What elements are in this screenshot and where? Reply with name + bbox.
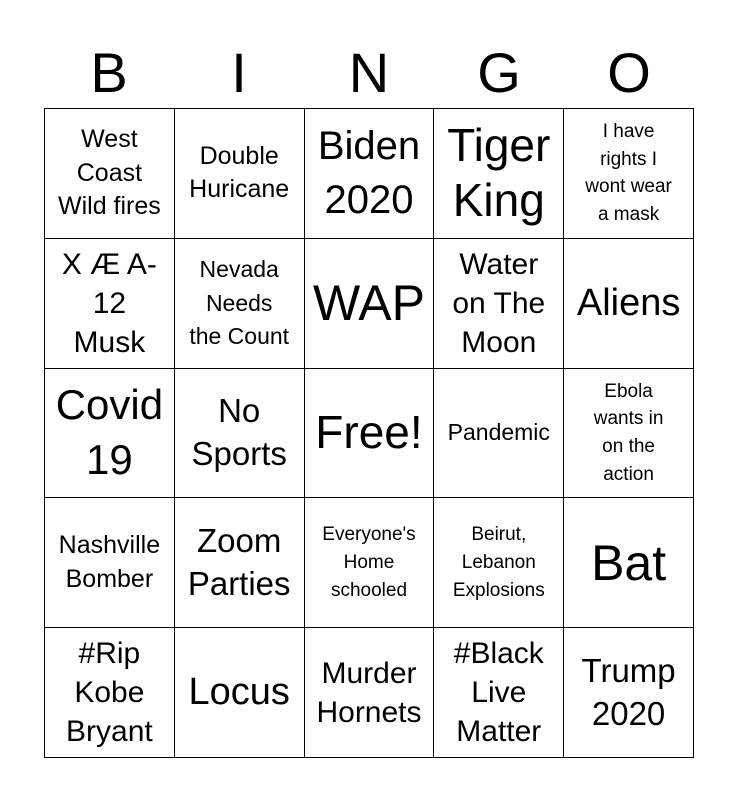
- cell-text: Murder Hornets: [316, 656, 422, 729]
- bingo-cell[interactable]: [45, 109, 175, 239]
- cell-text: Free!: [315, 406, 423, 459]
- bingo-cell[interactable]: [175, 498, 305, 628]
- header-letter-n: N: [348, 41, 390, 104]
- cell-text: WAP: [312, 275, 426, 332]
- bingo-header: [44, 40, 694, 106]
- bingo-cell[interactable]: [305, 109, 435, 239]
- bingo-cell[interactable]: [175, 109, 305, 239]
- bingo-cell[interactable]: [564, 369, 694, 499]
- bingo-cell[interactable]: [434, 628, 564, 758]
- cell-text: Pandemic: [447, 419, 550, 446]
- cell-text: #Rip Kobe Bryant: [66, 637, 153, 749]
- bingo-cell[interactable]: [564, 109, 694, 239]
- bingo-cell[interactable]: [175, 369, 305, 499]
- bingo-cell[interactable]: [45, 239, 175, 369]
- bingo-cell[interactable]: [434, 369, 564, 499]
- cell-text: Biden 2020: [317, 124, 421, 223]
- bingo-cell[interactable]: [434, 498, 564, 628]
- bingo-cell[interactable]: [564, 498, 694, 628]
- header-letter-o: O: [607, 41, 651, 104]
- cell-text: Ebola wants in on the action: [593, 380, 664, 485]
- cell-text: Trump 2020: [581, 651, 676, 732]
- bingo-cell[interactable]: [564, 239, 694, 369]
- cell-text: West Coast Wild fires: [58, 124, 161, 221]
- cell-text: Water on The Moon: [452, 247, 546, 359]
- bingo-cell[interactable]: [305, 369, 435, 499]
- bingo-cell[interactable]: [305, 498, 435, 628]
- header-letter-g: G: [477, 41, 521, 104]
- cell-text: X Æ A- 12 Musk: [61, 247, 157, 359]
- cell-text: Locus: [188, 670, 290, 713]
- cell-text: Nashville Bomber: [58, 531, 161, 593]
- cell-text: No Sports: [191, 392, 287, 472]
- cell-text: Tiger King: [447, 119, 551, 227]
- cell-text: Nevada Needs the Count: [189, 256, 290, 349]
- bingo-cell[interactable]: [175, 239, 305, 369]
- cell-text: #Black Live Matter: [453, 637, 544, 749]
- bingo-cell[interactable]: [45, 369, 175, 499]
- bingo-cell[interactable]: [175, 628, 305, 758]
- cell-text: Bat: [591, 534, 667, 591]
- bingo-cell[interactable]: [305, 239, 435, 369]
- cell-text: Covid 19: [55, 381, 164, 483]
- bingo-cell[interactable]: [45, 498, 175, 628]
- cell-text: Aliens: [576, 281, 681, 324]
- header-letter-i: I: [231, 41, 247, 104]
- cell-text: Beirut, Lebanon Explosions: [452, 524, 545, 601]
- bingo-board: [44, 108, 694, 758]
- bingo-cell[interactable]: [564, 628, 694, 758]
- bingo-cell[interactable]: [434, 239, 564, 369]
- header-letter-b: B: [90, 41, 128, 104]
- cell-text: Double Huricane: [189, 141, 290, 204]
- cell-text: Zoom Parties: [187, 521, 291, 602]
- bingo-cell[interactable]: [45, 628, 175, 758]
- bingo-cell[interactable]: [434, 109, 564, 239]
- cell-text: Everyone's Home schooled: [322, 524, 416, 601]
- cell-text: I have rights I wont wear a mask: [585, 121, 672, 225]
- bingo-cell[interactable]: [305, 628, 435, 758]
